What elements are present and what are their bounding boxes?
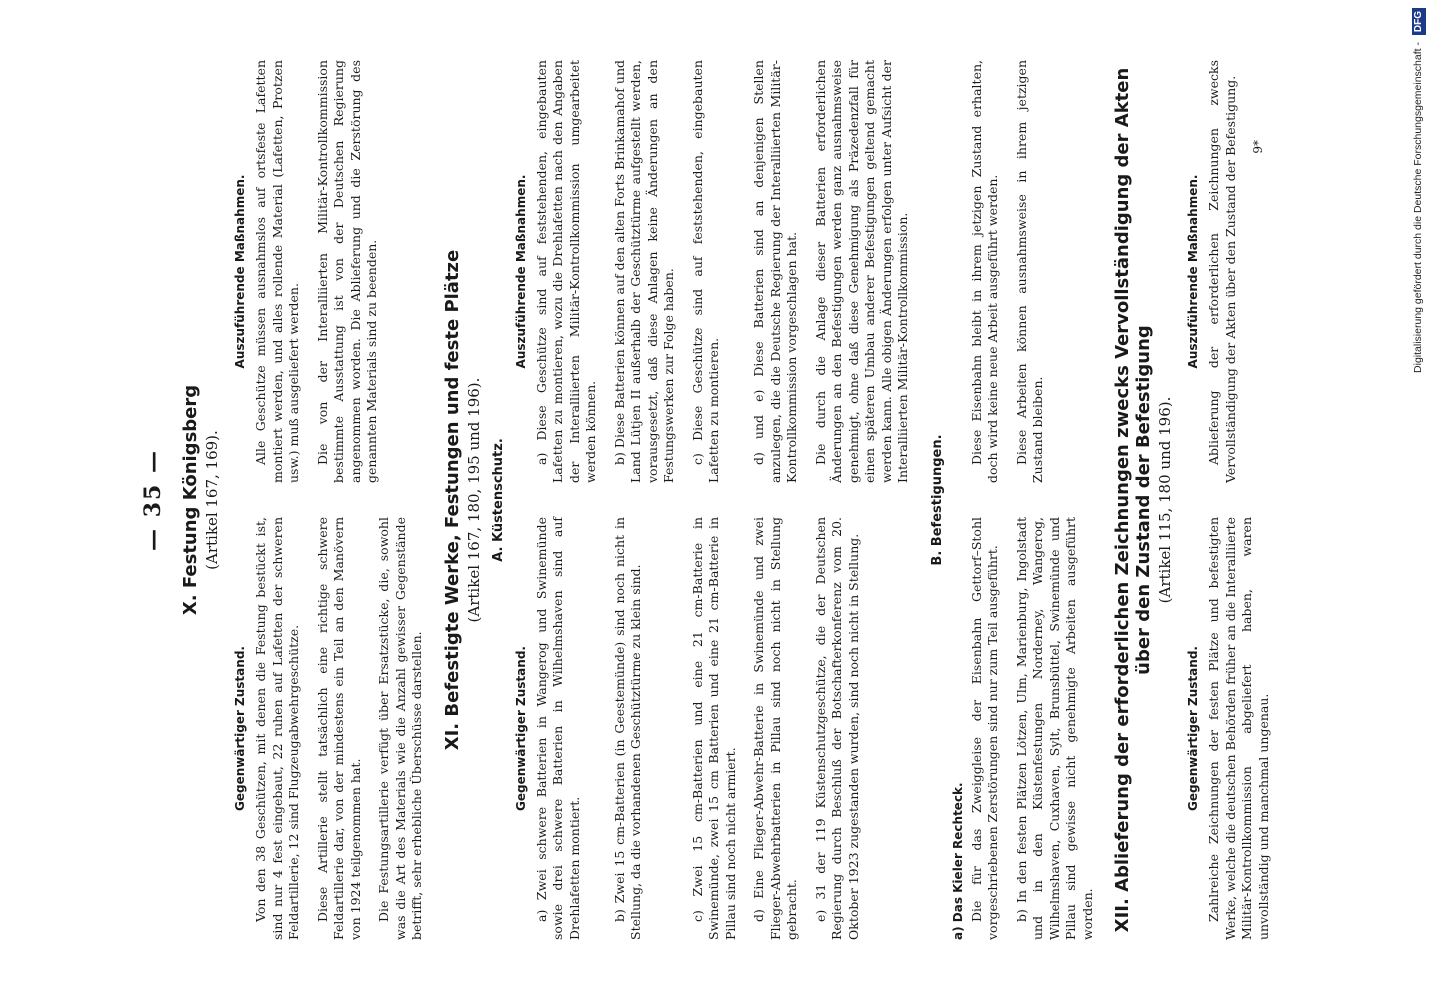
section-xi-subtitle: (Artikel 167, 180, 195 und 196). xyxy=(464,377,483,623)
section-x-subtitle: (Artikel 167, 169). xyxy=(203,430,221,570)
section-x-title: X. Festung Königsberg xyxy=(180,384,201,616)
paragraph: a) Zwei schwere Batterien in Wangerog und Swinemünde sowie drei schwere Batterien in Wilhelmshaven sind auf Drehlafetten montiert. xyxy=(533,517,582,940)
section-xi-b-row xyxy=(969,60,1014,940)
section-xi-row xyxy=(612,60,690,940)
paragraph: c) Zwei 15 cm-Batterien und eine 21 cm-Batterie in Swinemünde, zwei 15 cm Batterien und eine 21 cm-Batterie in Pillau sind noch nicht armiert. xyxy=(689,517,738,940)
section-x-columns xyxy=(229,60,438,940)
section-xi-heads xyxy=(510,60,534,940)
section-xii-subtitle: (Artikel 115, 180 und 196). xyxy=(1156,396,1174,604)
section-xi-right-head: Auszuführende Maßnahmen. xyxy=(513,174,528,369)
paragraph: d) Eine Flieger-Abwehr-Batterie in Swinemünde und zwei Flieger-Abwehrbatterien in Pillau sind noch nicht in Stellung gebracht. xyxy=(751,517,799,940)
section-xi-b-head: a) Das Kieler Rechteck. xyxy=(950,782,965,940)
paragraph: b) Zwei 15 cm-Batterien (in Geestemünde) sind noch nicht in Stellung, da die vorhandenen Geschütztürme zu klein sind. xyxy=(611,517,643,940)
margin-note-text: Digitalisierung gefördert durch die Deutsche Forschungsgemeinschaft - xyxy=(1412,42,1424,373)
paragraph: e) 31 der 119 Küstenschutzgeschütze, die der Deutschen Regierung durch Beschluß der Botschafterkonferenz vom 20. Oktober 1923 zugestanden wurden, sind noch nicht in Stellung. xyxy=(812,517,861,940)
section-xi-row xyxy=(690,60,752,940)
section-xi-title: XI. Befestigte Werke, Festungen und feste Plätze xyxy=(441,249,463,751)
section-xi-row xyxy=(534,60,612,940)
section-xi-b-row xyxy=(1014,60,1109,940)
section-x-right-head: Auszuführende Maßnahmen. xyxy=(233,174,247,369)
section-xi-sub-a: A. Küstenschutz. xyxy=(490,438,506,562)
paragraph: Die von der Interalliierten Militär-Kontrollkommission bestimmte Ausstattung ist von der Deutschen Regierung angenommen worden. Die Ablieferung und die Zerstörung des genannten Materials sind zu beenden. xyxy=(314,60,379,483)
section-x-left-column xyxy=(229,517,438,940)
signature-mark: 9* xyxy=(1251,140,1265,154)
section-xii-left-head: Gegenwärtiger Zustand. xyxy=(1186,646,1200,811)
section-xii-columns xyxy=(1182,60,1284,940)
paragraph: Zahlreiche Zeichnungen der festen Plätze und befestigten Werke, welche die deutschen Behörden früher an die Interalliierte Militär-Kontrollkommission abgeliefert haben, waren unvollständig und manchmal ungenau. xyxy=(1206,517,1271,940)
rotated-document-page xyxy=(70,0,1410,1000)
paragraph: Die durch die Anlage dieser Batterien erforderlichen Änderungen an den Befestigungen werden ganz ausnahmsweise genehmigt, ohne daß diese Genehmigung als Präzedenzfall für einen späteren Umbau anderer Befestigungen geltend gemacht werden kann. Alle obigen Änderungen erfolgen unter Aufsicht der Interalliierten Militär-Kontrollkommission. xyxy=(812,60,910,483)
section-xii-title: XII. Ablieferung der erforderlichen Zeichnungen zwecks Vervollständigung der Akten über den Zustand der Befestigung xyxy=(1112,67,1154,933)
paragraph: b) Diese Batterien können auf den alten Forts Brinkamahof und Land Lütjen II außerhalb der Geschütztürme aufgestellt werden, vorausgesetzt, daß diese Anlagen keine Änderungen an den Festungswerken zur Folge haben. xyxy=(611,60,676,483)
paragraph: Diese Artillerie stellt tatsächlich eine richtige schwere Feldartillerie dar, von der mindestens ein Teil an den Manövern von 1924 teilgenommen hat. xyxy=(314,517,363,940)
section-xi-row xyxy=(751,60,924,940)
digitization-margin-note xyxy=(1408,8,1428,992)
section-xi-sub-b: B. Befestigungen. xyxy=(929,434,945,566)
paragraph: Die für das Zweiggleise der Eisenbahn Gettorf–Stohl vorgeschriebenen Zerstörungen sind nur zum Teil ausgeführt. xyxy=(968,517,1000,940)
paragraph: Ablieferung der erforderlichen Zeichnungen zwecks Vervollständigung der Akten über den Zustand der Befestigung. xyxy=(1206,60,1238,483)
section-x-left-head: Gegenwärtiger Zustand. xyxy=(233,646,247,811)
paragraph: Von den 38 Geschützen, mit denen die Festung bestückt ist, sind nur 4 fest eingebaut, 22 ruhen auf Lafetten der schweren Feldartillerie, 12 sind Flugzeugabwehrgeschütze. xyxy=(253,517,301,940)
paragraph: Diese Eisenbahn bleibt in ihrem jetzigen Zustand erhalten, doch wird keine neue Arbeit ausgeführt werden. xyxy=(968,60,1000,483)
paragraph: Die Festungsartillerie verfügt über Ersatzstücke, die, sowohl was die Art des Materials wie die Anzahl gewisser Gegenstände betrifft, sehr erhebliche Überschüsse darstellen. xyxy=(376,517,424,940)
paragraph: Diese Arbeiten können ausnahmsweise in ihrem jetzigen Zustand bleiben. xyxy=(1013,60,1045,483)
paragraph: d) und e) Diese Batterien sind an denjenigen Stellen anzulegen, die die Deutsche Regierung der Interalliierten Militär-Kontrollkommission vorgeschlagen hat. xyxy=(751,60,799,483)
paragraph: c) Diese Geschütze sind auf feststehenden, eingebauten Lafetten zu montieren. xyxy=(689,60,721,483)
section-xii-right-head: Auszuführende Maßnahmen. xyxy=(1186,174,1200,369)
section-x-right-column xyxy=(229,60,438,483)
paragraph: Alle Geschütze müssen ausnahmslos auf ortsfeste Lafetten montiert werden, und alles rollende Material (Lafetten, Protzen usw.) muß ausgeliefert werden. xyxy=(253,60,301,483)
page-number: — 35 — xyxy=(140,449,166,551)
section-xi-left-head: Gegenwärtiger Zustand. xyxy=(513,646,528,811)
paragraph: a) Diese Geschütze sind auf feststehenden, eingebauten Lafetten zu montieren, wozu die Drehlafetten nach den Angaben der Interalliierten Militär-Kontrollkommission umgearbeitet werden können. xyxy=(533,60,598,483)
paragraph: b) In den festen Plätzen Lötzen, Ulm, Marienburg, Ingolstadt und in den Küstenfestungen Norderney, Wangerog, Wilhelmshaven, Cuxhaven, Sylt, Brunsbüttel, Swinemünde und Pillau sind gewisse nicht genehmigte Arbeiten ausgeführt worden. xyxy=(1013,517,1095,940)
dfg-logo: DFG xyxy=(1412,8,1426,35)
